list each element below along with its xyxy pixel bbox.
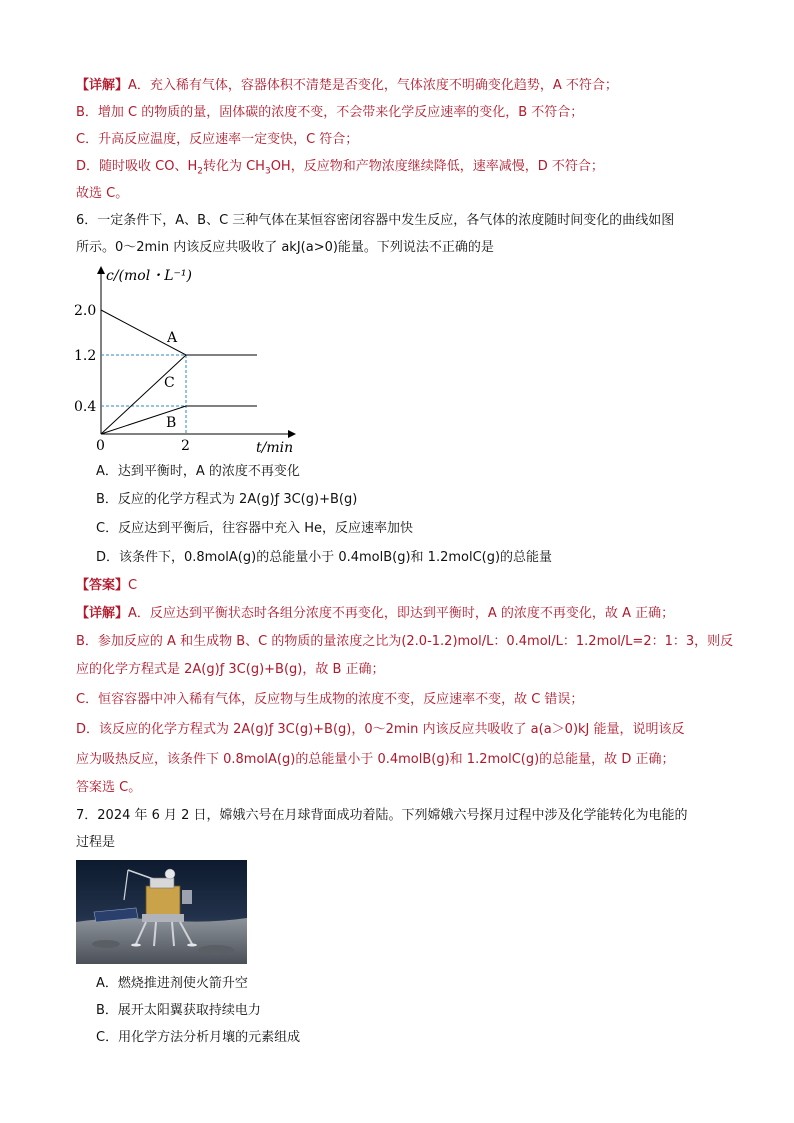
curve-c-label: C <box>164 375 175 391</box>
subscript-2: 2 <box>197 166 203 177</box>
q7-option-c: C．用化学方法分析月壤的元素组成 <box>96 1030 301 1045</box>
q6-option-c: C．反应达到平衡后，往容器中充入 He，反应速率加快 <box>96 521 413 536</box>
y-tick-2-0: 2.0 <box>74 303 97 319</box>
detail-tag: 【详解】 <box>76 78 129 93</box>
q7-stem-line1: 7．2024 年 6 月 2 日，嫦娥六号在月球背面成功着陆。下列嫦娥六号探月过程中涉及化学能转化为电能的 <box>76 808 688 823</box>
q6-option-d: D．该条件下，0.8molA(g)的总能量小于 0.4molB(g)和 1.2molC(g)的总能量 <box>96 550 553 565</box>
subscript-3: 3 <box>264 166 271 177</box>
q5-detail-d-pre: D．随时吸收 CO、H <box>76 159 198 174</box>
curve-b-label: B <box>166 415 177 431</box>
q5-detail-d-post: OH，反应物和产物浓度继续降低，速率减慢，D 不符合； <box>270 159 604 174</box>
x-tick-2: 2 <box>181 438 190 454</box>
y-axis-label: c/(mol・L⁻¹) <box>106 268 192 284</box>
q6-detail-a <box>76 604 674 624</box>
q6-stem-line1: 6．一定条件下，A、B、C 三种气体在某恒容密闭容器中发生反应，各气体的浓度随时间变化的曲线如图 <box>76 213 675 228</box>
q5-detail-a <box>76 76 618 96</box>
q5-detail-d <box>76 157 604 182</box>
q5-detail-a-text: A．充入稀有气体，容器体积不清楚是否变化，气体浓度不明确变化趋势，A 不符合； <box>128 78 618 93</box>
q6-detail-d-line2: 应为吸热反应，该条件下 0.8molA(g)的总能量小于 0.4molB(g)和 1.2molC(g)的总能量，故 D 正确； <box>76 752 675 767</box>
q5-detail-c: C．升高反应温度，反应速率一定变快，C 符合； <box>76 132 359 147</box>
q6-stem-line2: 所示。0～2min 内该反应共吸收了 akJ(a>0)能量。下列说法不正确的是 <box>76 240 494 255</box>
q6-detail-d-line1: D．该反应的化学方程式为 2A(g)ƒ 3C(g)+B(g)，0～2min 内该反应共吸收了 a(a＞0)kJ 能量，说明该反 <box>76 722 685 737</box>
q6-conclusion: 答案选 C。 <box>76 780 142 795</box>
concentration-time-graph <box>70 262 310 462</box>
x-axis-arrow <box>288 430 296 438</box>
y-tick-0-4: 0.4 <box>74 399 97 415</box>
curve-a-label: A <box>167 330 178 346</box>
detail-tag: 【详解】 <box>76 606 129 621</box>
answer-tag: 【答案】 <box>76 578 129 593</box>
q5-detail-d-mid: 转化为 CH <box>202 159 265 174</box>
q7-stem-line2: 过程是 <box>76 835 116 850</box>
y-axis-arrow <box>97 266 105 274</box>
q7-option-b: B．展开太阳翼获取持续电力 <box>96 1003 261 1018</box>
q5-conclusion: 故选 C。 <box>76 186 129 201</box>
q7-option-a: A．燃烧推进剂使火箭升空 <box>96 976 248 991</box>
q6-detail-b-line1: B．参加反应的 A 和生成物 B、C 的物质的量浓度之比为(2.0-1.2)mol/L：0.4mol/L：1.2mol/L=2：1：3，则反 <box>76 634 734 649</box>
answer-value: C <box>128 578 138 593</box>
curve-b <box>101 406 257 434</box>
lunar-lander-photo <box>76 860 247 964</box>
q6-option-a: A．达到平衡时，A 的浓度不再变化 <box>96 464 300 479</box>
y-tick-1-2: 1.2 <box>74 348 97 364</box>
q6-detail-b-line2: 应的化学方程式是 2A(g)ƒ 3C(g)+B(g)，故 B 正确； <box>76 662 385 677</box>
q6-answer <box>76 576 137 596</box>
q5-detail-b: B．增加 C 的物质的量，固体碳的浓度不变，不会带来化学反应速率的变化，B 不符合； <box>76 105 584 120</box>
curve-a <box>101 310 257 355</box>
q6-detail-c: C．恒容容器中冲入稀有气体，反应物与生成物的浓度不变，反应速率不变，故 C 错误； <box>76 692 584 707</box>
q6-option-b: B．反应的化学方程式为 2A(g)ƒ 3C(g)+B(g) <box>96 492 358 507</box>
q6-detail-a-text: A．反应达到平衡状态时各组分浓度不再变化，即达到平衡时，A 的浓度不再变化，故 A 正确； <box>128 606 675 621</box>
origin-label: 0 <box>96 438 105 454</box>
x-axis-label: t/min <box>256 440 294 456</box>
